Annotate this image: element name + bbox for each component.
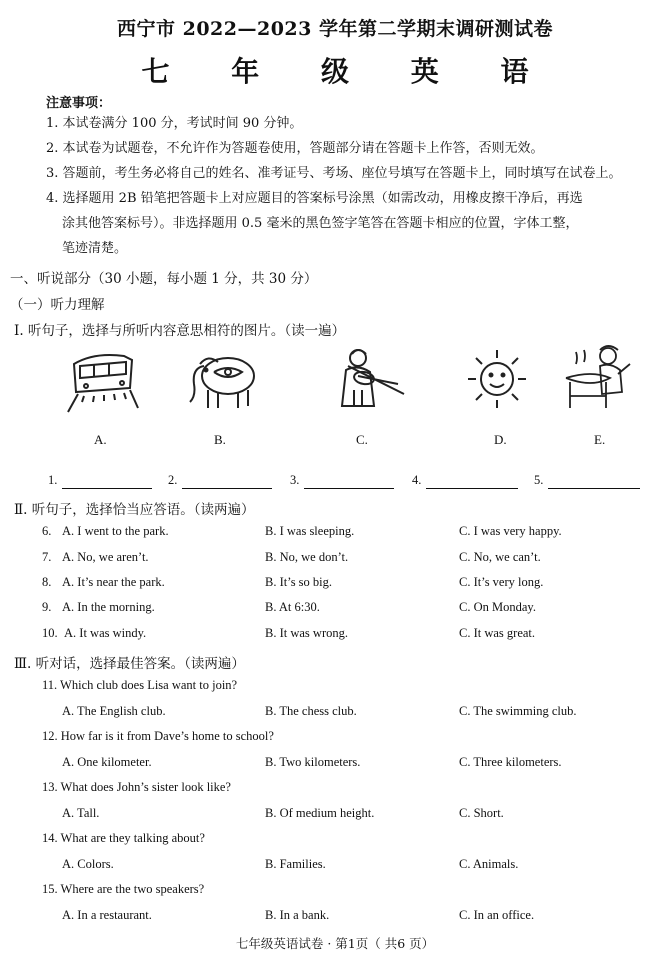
- section3-heading: Ⅲ. 听对话，选择最佳答案。（读两遍）: [14, 656, 245, 672]
- option-b[interactable]: B. At 6:30.: [265, 600, 320, 614]
- option-c[interactable]: C. No, we can’t.: [459, 550, 541, 564]
- subject-title: 七 年 级 英 语: [141, 55, 555, 88]
- option-b[interactable]: B. Of medium height.: [265, 806, 375, 820]
- option-b[interactable]: B. I was sleeping.: [265, 524, 355, 538]
- note-item: 3. 答题前，考生务必将自己的姓名、准考证号、考场、座位号填写在答题卡上，同时填写在试卷上。: [46, 166, 622, 181]
- option-c[interactable]: C. In an office.: [459, 908, 535, 922]
- blank-number: 2.: [168, 473, 178, 487]
- picture-label-a: A.: [94, 432, 107, 447]
- option-a[interactable]: A. No, we aren’t.: [62, 550, 149, 564]
- option-a[interactable]: A. In a restaurant.: [62, 908, 152, 922]
- option-a[interactable]: A. I went to the park.: [62, 524, 169, 538]
- question-number: 10.: [42, 626, 58, 640]
- exam-title: 西宁市 2022—2023 学年第二学期末调研测试卷: [117, 18, 553, 40]
- answer-blank[interactable]: [548, 488, 640, 489]
- question-number: 9.: [42, 600, 52, 614]
- part1-subheading: （一）听力理解: [10, 297, 105, 313]
- train-icon: [64, 346, 140, 414]
- blank-number: 1.: [48, 473, 58, 487]
- picture-label-b: B.: [214, 432, 226, 447]
- note-item: 1. 本试卷满分 100 分，考试时间 90 分钟。: [46, 116, 303, 131]
- answer-blank[interactable]: [62, 488, 152, 489]
- question-text: 11. Which club does Lisa want to join?: [42, 678, 238, 692]
- option-c[interactable]: C. The swimming club.: [459, 704, 577, 718]
- option-a[interactable]: A. It was windy.: [64, 626, 147, 640]
- option-c[interactable]: C. Animals.: [459, 857, 519, 871]
- question-text: 13. What does John’s sister look like?: [42, 780, 231, 794]
- notes-heading: 注意事项：: [46, 96, 112, 111]
- option-b[interactable]: B. No, we don’t.: [265, 550, 349, 564]
- blank-number: 3.: [290, 473, 300, 487]
- note-item: 涂其他答案标号）。非选择题用 0.5 毫米的黑色签字笔答在答题卡相应的位置，字体工整，: [62, 216, 579, 231]
- option-b[interactable]: B. It was wrong.: [265, 626, 348, 640]
- option-a[interactable]: A. One kilometer.: [62, 755, 152, 769]
- option-b[interactable]: B. The chess club.: [265, 704, 357, 718]
- blank-number: 4.: [412, 473, 422, 487]
- cooking-person-icon: [562, 344, 634, 414]
- option-c[interactable]: C. I was very happy.: [459, 524, 562, 538]
- option-c[interactable]: C. On Monday.: [459, 600, 536, 614]
- option-c[interactable]: C. It’s very long.: [459, 575, 544, 589]
- question-number: 6.: [42, 524, 52, 538]
- question-text: 15. Where are the two speakers?: [42, 882, 205, 896]
- answer-blank[interactable]: [304, 488, 394, 489]
- option-c[interactable]: C. It was great.: [459, 626, 536, 640]
- note-item: 笔迹清楚。: [62, 241, 128, 256]
- option-a[interactable]: A. It’s near the park.: [62, 575, 165, 589]
- option-a[interactable]: A. Colors.: [62, 857, 114, 871]
- violin-player-icon: [318, 346, 412, 414]
- section2-heading: Ⅱ. 听句子，选择恰当应答语。（读两遍）: [14, 502, 255, 518]
- note-item: 2. 本试卷为试题卷，不允许作为答题卷使用，答题部分请在答题卡上作答，否则无效。: [46, 141, 544, 156]
- option-b[interactable]: B. Families.: [265, 857, 326, 871]
- picture-label-d: D.: [494, 432, 507, 447]
- blank-number: 5.: [534, 473, 544, 487]
- part1-heading: 一、听说部分（30 小题，每小题 1 分，共 30 分）: [10, 271, 318, 287]
- question-number: 7.: [42, 550, 52, 564]
- question-text: 14. What are they talking about?: [42, 831, 205, 845]
- sun-icon: [464, 346, 530, 412]
- option-b[interactable]: B. In a bank.: [265, 908, 330, 922]
- question-text: 12. How far is it from Dave’s home to school?: [42, 729, 274, 743]
- option-a[interactable]: A. Tall.: [62, 806, 100, 820]
- answer-blank[interactable]: [426, 488, 518, 489]
- note-item: 4. 选择题用 2B 铅笔把答题卡上对应题目的答案标号涂黑（如需改动，用橡皮擦干净后，再选: [46, 191, 583, 206]
- elephant-icon: [184, 346, 262, 412]
- question-number: 8.: [42, 575, 52, 589]
- option-c[interactable]: C. Three kilometers.: [459, 755, 562, 769]
- picture-label-e: E.: [594, 432, 606, 447]
- section1-heading: Ⅰ. 听句子，选择与所听内容意思相符的图片。（读一遍）: [14, 323, 346, 339]
- picture-label-c: C.: [356, 432, 368, 447]
- option-b[interactable]: B. Two kilometers.: [265, 755, 361, 769]
- answer-blank[interactable]: [182, 488, 272, 489]
- page-footer: 七年级英语试卷 · 第1页（ 共6 页）: [235, 936, 435, 951]
- option-c[interactable]: C. Short.: [459, 806, 504, 820]
- option-a[interactable]: A. In the morning.: [62, 600, 155, 614]
- option-b[interactable]: B. It’s so big.: [265, 575, 333, 589]
- option-a[interactable]: A. The English club.: [62, 704, 166, 718]
